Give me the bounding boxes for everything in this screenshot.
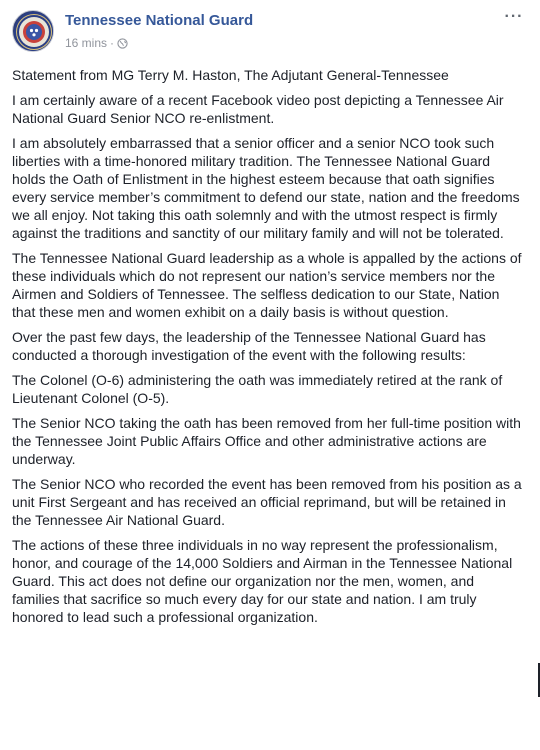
post-paragraph: I am certainly aware of a recent Facebook video post depicting a Tennessee Air National Guard Senior NCO re-enlistment. bbox=[12, 92, 504, 126]
page-name-link[interactable]: Tennessee National Guard bbox=[65, 12, 254, 29]
post-paragraph: The actions of these three individuals in no way represent the professionalism, honor, and courage of the 14,000 Soldiers and Airman in the Tennessee National Guard. This act does not define our organization nor the men, women, and families that sacrifice so much every day for our state and nation. I am truly honored to lead such a professional organization. bbox=[12, 537, 513, 625]
post-paragraph: Statement from MG Terry M. Haston, The Adjutant General-Tennessee bbox=[12, 67, 449, 83]
post-paragraph: The Tennessee National Guard leadership as a whole is appalled by the actions of these individuals which do not represent our nation’s service members nor the Airmen and Soldiers of Tennessee. The selfless dedication to our State, Nation that these men and women exhibit on a daily basis is without question. bbox=[12, 250, 522, 320]
post-meta bbox=[65, 36, 128, 52]
globe-icon[interactable] bbox=[117, 38, 128, 52]
post-body bbox=[12, 66, 524, 633]
post-timestamp[interactable]: 16 mins bbox=[65, 36, 108, 50]
post-paragraph: I am absolutely embarrassed that a senior officer and a senior NCO took such liberties with a time-honored military tradition. The Tennessee National Guard holds the Oath of Enlistment in the highest esteem because that oath signifies every service member’s commitment to defend our state, nation and the freedoms we all enjoy. Not taking this oath solemnly and with the utmost respect is firmly against the traditions and sanctity of our military family and will not be tolerated. bbox=[12, 135, 520, 241]
post-paragraph: The Senior NCO who recorded the event has been removed from his position as a unit First Sergeant and has received an official reprimand, but will be retained in the Tennessee Air National Guard. bbox=[12, 476, 522, 528]
post-paragraph: Over the past few days, the leadership of the Tennessee National Guard has conducted a thorough investigation of the event with the following results: bbox=[12, 329, 486, 363]
avatar[interactable] bbox=[12, 10, 54, 52]
post-paragraph: The Colonel (O-6) administering the oath was immediately retired at the rank of Lieutenant Colonel (O-5). bbox=[12, 372, 503, 406]
meta-separator: · bbox=[110, 36, 115, 50]
post-header bbox=[12, 10, 528, 56]
seal-icon bbox=[13, 11, 54, 52]
more-options-button[interactable]: ··· bbox=[504, 8, 524, 25]
post-paragraph: The Senior NCO taking the oath has been removed from her full-time position with the Tennessee Joint Public Affairs Office and other administrative actions are underway. bbox=[12, 415, 521, 467]
